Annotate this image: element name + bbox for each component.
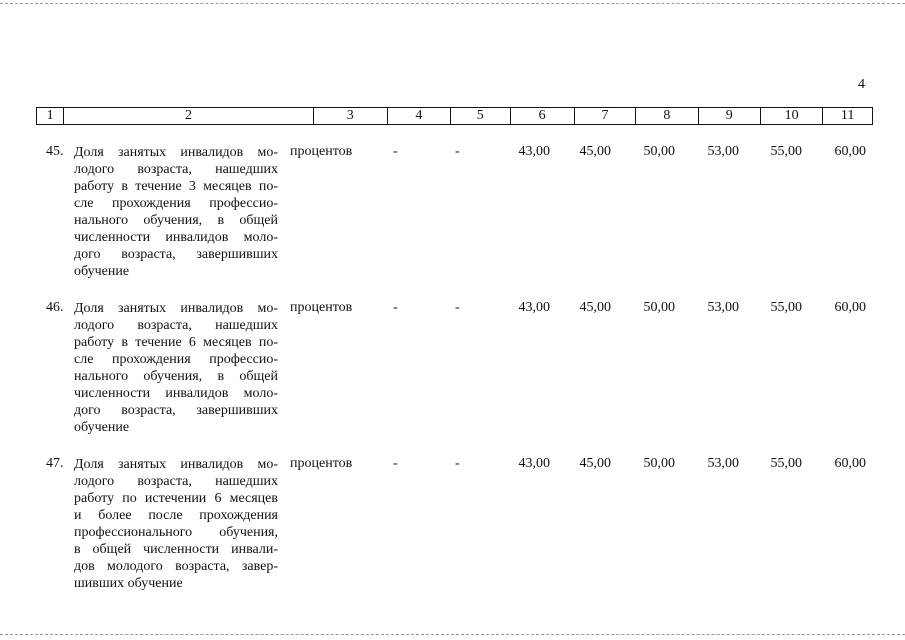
unit-cell: процентов (290, 456, 353, 471)
header-col-3: 3 (314, 108, 388, 124)
description-line: работу в течение 3 месяцев по- (74, 179, 278, 194)
header-col-10: 10 (761, 108, 823, 124)
description-line: шивших обучение (74, 576, 183, 591)
bottom-scan-border (0, 634, 905, 635)
description-line: численности инвалидов моло- (74, 230, 278, 245)
col6-value: 43,00 (518, 300, 550, 315)
header-col-8: 8 (636, 108, 698, 124)
col4-cell: - (393, 144, 398, 159)
header-col-7: 7 (575, 108, 636, 124)
description-line: обучение (74, 264, 130, 279)
header-col-2: 2 (64, 108, 313, 124)
col10-value: 55,00 (770, 300, 802, 315)
col9-value: 53,00 (707, 300, 739, 315)
row-number: 45. (46, 144, 64, 159)
description-line: сле прохождения профессио- (74, 196, 278, 211)
indicator-description (74, 300, 278, 436)
col7-value: 45,00 (579, 300, 611, 315)
description-line: работу в течение 6 месяцев по- (74, 335, 278, 350)
header-col-4: 4 (388, 108, 451, 124)
description-line: лодого возраста, нашедших (74, 474, 278, 489)
col7-value: 45,00 (579, 456, 611, 471)
col10-value: 55,00 (770, 456, 802, 471)
row-number: 46. (46, 300, 64, 315)
description-line: обучение (74, 420, 130, 435)
indicator-description (74, 456, 278, 592)
col9-value: 53,00 (707, 144, 739, 159)
col8-value: 50,00 (643, 300, 675, 315)
description-line: лодого возраста, нашедших (74, 162, 278, 177)
col11-value: 60,00 (834, 300, 866, 315)
col7-value: 45,00 (579, 144, 611, 159)
col5-cell: - (455, 456, 460, 471)
description-line: лодого возраста, нашедших (74, 318, 278, 333)
description-line: дого возраста, завершивших (74, 247, 278, 262)
col4-cell: - (393, 300, 398, 315)
col8-value: 50,00 (643, 456, 675, 471)
description-line: Доля занятых инвалидов мо- (74, 145, 278, 160)
header-col-1: 1 (37, 108, 64, 124)
row-number: 47. (46, 456, 64, 471)
unit-cell: процентов (290, 300, 353, 315)
description-line: нального обучения, в общей (74, 369, 278, 384)
header-col-6: 6 (511, 108, 575, 124)
description-line: сле прохождения профессио- (74, 352, 278, 367)
description-line: работу по истечении 6 месяцев (74, 491, 278, 506)
description-line: Доля занятых инвалидов мо- (74, 457, 278, 472)
col6-value: 43,00 (518, 144, 550, 159)
description-line: и более после прохождения (74, 508, 278, 523)
header-col-9: 9 (699, 108, 761, 124)
description-line: нального обучения, в общей (74, 213, 278, 228)
col10-value: 55,00 (770, 144, 802, 159)
col5-cell: - (455, 300, 460, 315)
col6-value: 43,00 (518, 456, 550, 471)
col9-value: 53,00 (707, 456, 739, 471)
unit-cell: процентов (290, 144, 353, 159)
indicator-description (74, 144, 278, 280)
col11-value: 60,00 (834, 144, 866, 159)
description-line: дов молодого возраста, завер- (74, 559, 278, 574)
table-header-row (36, 107, 873, 125)
col5-cell: - (455, 144, 460, 159)
description-line: в общей численности инвали- (74, 542, 278, 557)
top-scan-border (0, 3, 905, 4)
description-line: численности инвалидов моло- (74, 386, 278, 401)
col8-value: 50,00 (643, 144, 675, 159)
header-col-5: 5 (451, 108, 510, 124)
col11-value: 60,00 (834, 456, 866, 471)
description-line: Доля занятых инвалидов мо- (74, 301, 278, 316)
page-number: 4 (858, 77, 865, 92)
col4-cell: - (393, 456, 398, 471)
description-line: профессионального обучения, (74, 525, 278, 540)
description-line: дого возраста, завершивших (74, 403, 278, 418)
header-col-11: 11 (840, 108, 855, 123)
